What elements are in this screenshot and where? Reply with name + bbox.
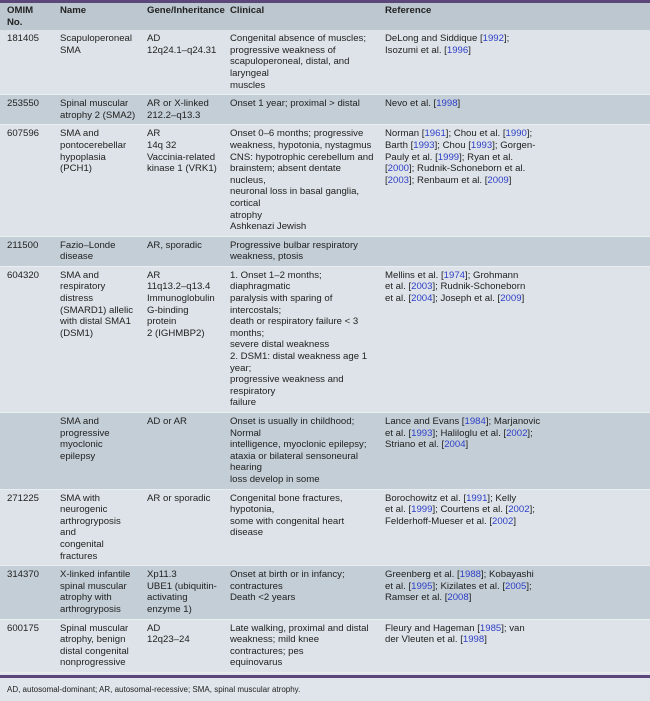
gene-cell — [140, 95, 223, 125]
gene-line: AR or sporadic — [147, 492, 211, 504]
footnote: AD, autosomal-dominant; AR, autosomal-recessive; SMA, spinal muscular atrophy. — [0, 678, 650, 701]
omim-number: 181405 — [7, 33, 40, 45]
reference-text: ] — [508, 174, 512, 186]
name-line: SMA and — [60, 269, 99, 281]
reference-line — [385, 634, 646, 646]
gene-cell — [140, 266, 223, 412]
reference-text: Lance and Evans [ — [385, 416, 465, 427]
name-cell — [53, 413, 140, 490]
clinical-line: neuronal loss in basal ganglia, cortical — [230, 186, 360, 209]
gene-line: 11q13.2–q13.4 — [147, 281, 211, 293]
gene-line: 2 (IGHMBP2) — [147, 327, 205, 339]
name-cell — [53, 30, 140, 94]
clinical-line: atrophy — [230, 209, 262, 221]
clinical-line: Onset at birth or in infancy; — [230, 569, 345, 581]
gene-line: 14q 32 — [147, 139, 177, 151]
gene-line: 212.2–q13.3 — [147, 109, 201, 121]
name-line: X-linked infantile — [60, 569, 131, 581]
citation-year-link[interactable]: 2002 — [492, 515, 514, 527]
reference-text: ] — [521, 293, 525, 305]
reference-line — [385, 516, 646, 528]
name-line: atrophy 2 (SMA2) — [60, 109, 136, 121]
reference-line — [385, 140, 646, 152]
reference-text: Mellins et al. [ — [385, 269, 444, 281]
citation-year-link[interactable]: 1999 — [437, 151, 460, 163]
table-row — [0, 266, 650, 412]
reference-line — [385, 45, 646, 57]
clinical-line: equinovarus — [230, 657, 283, 669]
omim-cell — [0, 489, 53, 566]
name-line: hypoplasia (PCH1) — [60, 151, 106, 175]
gene-line: kinase 1 (VRK1) — [147, 163, 217, 175]
gene-cell — [140, 619, 223, 672]
reference-text: [ — [385, 174, 388, 186]
header-row — [0, 3, 650, 30]
reference-cell — [378, 266, 650, 412]
reference-line — [385, 504, 646, 516]
clinical-cell — [223, 236, 378, 266]
name-line: atrophy with — [60, 592, 112, 604]
name-line: respiratory distress — [60, 281, 106, 305]
reference-line — [385, 175, 646, 187]
reference-cell — [378, 489, 650, 566]
name-line: spinal muscular — [60, 580, 127, 592]
header-gene: Gene/Inheritance — [140, 3, 223, 30]
omim-cell — [0, 30, 53, 94]
gene-cell — [140, 30, 223, 94]
reference-text: ]; Rudnik-Schoneborn et al. — [409, 163, 526, 175]
omim-number: 271225 — [7, 492, 40, 504]
clinical-cell — [223, 619, 378, 672]
clinical-line: weakness; mild knee contractures; pes — [230, 634, 320, 657]
clinical-cell — [223, 566, 378, 619]
name-line: distal congenital — [60, 645, 129, 657]
omim-cell — [0, 566, 53, 619]
omim-number: 314370 — [7, 569, 40, 581]
reference-text: [ — [385, 163, 388, 175]
gene-line: enzyme 1) — [147, 603, 192, 615]
reference-text: DeLong and Siddique [ — [385, 33, 483, 45]
reference-text: Felderhoff-Mueser et al. [ — [385, 515, 493, 527]
clinical-line: contractures — [230, 580, 283, 592]
reference-text: et al. [ — [385, 580, 412, 592]
gene-line: G-binding protein — [147, 304, 189, 328]
reference-text: ] — [468, 44, 471, 56]
clinical-line: 1. Onset 1–2 months; diaphragmatic — [230, 269, 322, 293]
gene-line: AR or X-linked — [147, 98, 209, 110]
clinical-cell — [223, 125, 378, 236]
omim-cell — [0, 125, 53, 236]
clinical-line: Progressive bulbar respiratory — [230, 239, 358, 251]
clinical-line: Onset 1 year; proximal > distal — [230, 98, 360, 110]
reference-text: Isozumi et al. [ — [385, 44, 447, 56]
citation-year-link[interactable]: 2003 — [411, 281, 433, 293]
reference-cell — [378, 566, 650, 619]
reference-text: Ramser et al. [ — [385, 592, 448, 604]
reference-text: ]; Ryan et al. — [459, 151, 513, 163]
gene-line: AR — [147, 269, 161, 281]
citation-year-link[interactable]: 1993 — [411, 427, 433, 439]
citation-year-link[interactable]: 2009 — [487, 174, 509, 186]
reference-text: Fleury and Hageman [ — [385, 622, 480, 634]
omim-cell — [0, 619, 53, 672]
omim-cell — [0, 95, 53, 125]
reference-line — [385, 98, 646, 110]
clinical-line: Congenital bone fractures, hypotonia, — [230, 492, 343, 516]
citation-year-link[interactable]: 1999 — [411, 504, 433, 516]
table-row — [0, 125, 650, 236]
reference-text: ] — [484, 634, 487, 646]
gene-cell — [140, 236, 223, 266]
clinical-line: progressive weakness of — [230, 44, 336, 56]
gene-line: AD — [147, 33, 161, 45]
name-line: neurogenic — [60, 504, 108, 516]
reference-text: ]; Gorgen- — [492, 139, 536, 151]
citation-year-link[interactable]: 2008 — [447, 592, 469, 604]
reference-text: ]; Haliloglu et al. [ — [432, 427, 507, 439]
reference-text: et al. [ — [385, 281, 412, 293]
citation-year-link[interactable]: 1988 — [459, 569, 482, 581]
name-line: Spinal muscular — [60, 622, 129, 634]
gene-line: 12q23–24 — [147, 634, 190, 646]
citation-year-link[interactable]: 1985 — [479, 622, 502, 634]
clinical-line: Onset is usually in childhood; Normal — [230, 416, 355, 439]
citation-year-link[interactable]: 1991 — [466, 492, 488, 504]
name-line: nonprogressive — [60, 657, 126, 669]
name-line: Fazio–Londe — [60, 239, 116, 251]
omim-cell — [0, 413, 53, 490]
name-cell — [53, 236, 140, 266]
table-row — [0, 30, 650, 94]
citation-year-link[interactable]: 2004 — [411, 293, 433, 305]
reference-line — [385, 581, 646, 593]
omim-cell — [0, 236, 53, 266]
reference-line — [385, 128, 646, 140]
name-line: congenital fractures — [60, 538, 104, 562]
clinical-line: progressive weakness and respiratory — [230, 374, 344, 397]
name-line: SMA — [60, 44, 81, 56]
reference-text: Greenberg et al. [ — [385, 569, 460, 581]
reference-text: ]; — [503, 33, 510, 45]
reference-text: Pauly et al. [ — [385, 151, 438, 163]
clinical-cell — [223, 95, 378, 125]
reference-line — [385, 163, 646, 175]
name-cell — [53, 619, 140, 672]
clinical-line: 2. DSM1: distal weakness age 1 year; — [230, 351, 368, 374]
citation-year-link[interactable]: 1974 — [443, 269, 465, 281]
citation-year-link[interactable]: 1998 — [436, 98, 458, 110]
clinical-line: intelligence, myoclonic epilepsy; — [230, 439, 367, 451]
reference-text: Nevo et al. [ — [385, 98, 437, 110]
citation-year-link[interactable]: 2004 — [444, 439, 466, 451]
name-line: arthrogryposis — [60, 603, 121, 615]
reference-line — [385, 270, 646, 282]
reference-line — [385, 416, 646, 428]
clinical-line: weakness, ptosis — [230, 251, 304, 263]
header-omim: OMIM No. — [0, 3, 53, 30]
reference-text: ]; Chou et al. [ — [445, 128, 506, 140]
gene-line: 12q24.1–q24.31 — [147, 44, 217, 56]
reference-line — [385, 281, 646, 293]
clinical-line: muscles — [230, 79, 266, 91]
name-line: (DSM1) — [60, 327, 94, 339]
citation-year-link[interactable]: 2003 — [387, 174, 410, 186]
reference-text: ]; — [526, 128, 533, 140]
citation-year-link[interactable]: 1993 — [470, 139, 493, 151]
clinical-line: brainstem; absent dentate nucleus, — [230, 163, 341, 186]
citation-year-link[interactable]: 2000 — [387, 163, 410, 175]
clinical-line: Onset 0–6 months; progressive — [230, 128, 364, 140]
name-line: SMA and — [60, 416, 99, 427]
clinical-line: Late walking, proximal and distal — [230, 622, 369, 634]
name-cell — [53, 489, 140, 566]
clinical-line: ataxia or bilateral sensoneural hearing — [230, 450, 358, 474]
omim-number: 604320 — [7, 269, 40, 281]
reference-text: ]; — [526, 580, 532, 592]
reference-text: et al. [ — [385, 427, 412, 439]
name-line: atrophy, benign — [60, 634, 126, 646]
table-row — [0, 489, 650, 566]
clinical-line: Ashkenazi Jewish — [230, 221, 307, 233]
clinical-line: failure — [230, 397, 257, 409]
citation-year-link[interactable]: 1992 — [482, 33, 504, 45]
reference-text: Borochowitz et al. [ — [385, 492, 467, 504]
reference-text: ]; Rudnik-Schoneborn — [432, 281, 526, 293]
reference-text: ]; — [527, 427, 533, 439]
name-line: arthrogryposis and — [60, 515, 121, 539]
reference-cell — [378, 30, 650, 94]
gene-cell — [140, 125, 223, 236]
name-line: myoclonic epilepsy — [60, 439, 103, 462]
reference-line — [385, 439, 646, 451]
clinical-line: death or respiratory failure < 3 months; — [230, 316, 359, 339]
gene-line: AR — [147, 128, 161, 140]
reference-line — [385, 428, 646, 440]
clinical-line: loss develop in some — [230, 473, 320, 485]
citation-year-link[interactable]: 1961 — [424, 128, 446, 140]
citation-year-link[interactable]: 1995 — [411, 580, 433, 592]
name-line: Spinal muscular — [60, 98, 129, 110]
clinical-line: paralysis with sparing of intercostals; — [230, 293, 333, 316]
reference-text: ]; Chou [ — [434, 139, 471, 151]
gene-line: activating — [147, 592, 188, 604]
name-line: SMA with — [60, 492, 100, 504]
reference-cell — [378, 413, 650, 490]
name-cell — [53, 95, 140, 125]
citation-year-link[interactable]: 2009 — [500, 293, 522, 305]
gene-line: Immunoglobulin — [147, 293, 215, 305]
omim-table — [0, 3, 650, 673]
clinical-line: Congenital absence of muscles; — [230, 33, 366, 45]
reference-text: ]; — [529, 504, 535, 516]
citation-year-link[interactable]: 1993 — [413, 139, 435, 151]
table-row — [0, 619, 650, 672]
reference-text: ]; Kobayashi — [481, 569, 534, 581]
gene-line: Vaccinia-related — [147, 151, 216, 163]
omim-number: 211500 — [7, 239, 39, 251]
gene-line: AD — [147, 622, 161, 634]
name-cell — [53, 125, 140, 236]
citation-year-link[interactable]: 2005 — [505, 580, 527, 592]
table-row — [0, 413, 650, 490]
reference-line — [385, 152, 646, 164]
omim-number: 607596 — [7, 128, 40, 140]
omim-number: 253550 — [7, 98, 40, 110]
reference-text: Barth [ — [385, 139, 414, 151]
table-row — [0, 95, 650, 125]
name-line: Scapuloperoneal — [60, 33, 133, 45]
reference-line — [385, 493, 646, 505]
reference-cell — [378, 619, 650, 672]
citation-year-link[interactable]: 1996 — [446, 44, 469, 56]
reference-text: ] — [513, 515, 517, 527]
header-reference: Reference — [378, 3, 650, 30]
reference-text: Striano et al. [ — [385, 439, 445, 451]
reference-cell — [378, 95, 650, 125]
name-line: progressive — [60, 427, 110, 439]
header-name: Name — [53, 3, 140, 30]
name-line: (SMARD1) allelic — [60, 304, 134, 316]
name-line: pontocerebellar — [60, 139, 127, 151]
reference-text: ]; Courtens et al. [ — [432, 504, 509, 516]
reference-line — [385, 592, 646, 604]
omim-cell — [0, 266, 53, 412]
clinical-line: CNS: hypotrophic cerebellum and — [230, 151, 374, 163]
gene-cell — [140, 489, 223, 566]
reference-cell — [378, 236, 650, 266]
gene-line: Xp11.3 — [147, 569, 177, 581]
citation-year-link[interactable]: 2002 — [506, 427, 528, 439]
reference-cell — [378, 125, 650, 236]
clinical-line: some with congenital heart disease — [230, 515, 345, 539]
reference-text: ]; Kizilates et al. [ — [432, 580, 505, 592]
citation-year-link[interactable]: 1998 — [462, 634, 485, 646]
citation-year-link[interactable]: 1990 — [505, 128, 527, 140]
reference-text: ] — [468, 592, 472, 604]
clinical-cell — [223, 30, 378, 94]
reference-text: ]; Marjanovic — [485, 416, 541, 427]
reference-text: ]; van — [501, 622, 525, 634]
name-line: SMA and — [60, 128, 99, 140]
header-clinical: Clinical — [223, 3, 378, 30]
reference-text: ]; Grohmann — [465, 269, 519, 281]
citation-year-link[interactable]: 2002 — [508, 504, 530, 516]
omim-number: 600175 — [7, 622, 40, 634]
clinical-cell — [223, 413, 378, 490]
clinical-cell — [223, 489, 378, 566]
citation-year-link[interactable]: 1984 — [464, 416, 486, 427]
reference-text: ] — [465, 439, 469, 451]
reference-line — [385, 33, 646, 45]
gene-cell — [140, 413, 223, 490]
reference-line — [385, 569, 646, 581]
clinical-cell — [223, 266, 378, 412]
clinical-line: severe distal weakness — [230, 339, 330, 351]
reference-text: ]; Kelly — [487, 492, 517, 504]
reference-text: der Vleuten et al. [ — [385, 634, 463, 646]
reference-text: et al. [ — [385, 293, 412, 305]
clinical-line: Death <2 years — [230, 592, 296, 604]
reference-text: Norman [ — [385, 128, 425, 140]
reference-line — [385, 623, 646, 635]
reference-text: et al. [ — [385, 504, 412, 516]
table-row — [0, 566, 650, 619]
gene-line: AD or AR — [147, 416, 187, 427]
gene-cell — [140, 566, 223, 619]
reference-text: ]; Joseph et al. [ — [432, 293, 501, 305]
reference-text: ]; Renbaum et al. [ — [409, 174, 488, 186]
reference-text: ] — [457, 98, 461, 110]
table-row — [0, 236, 650, 266]
gene-line: UBE1 (ubiquitin- — [147, 580, 217, 592]
name-cell — [53, 266, 140, 412]
name-line: with distal SMA1 — [60, 316, 131, 328]
clinical-line: scapuloperoneal, distal, and laryngeal — [230, 56, 350, 79]
name-cell — [53, 566, 140, 619]
reference-line — [385, 293, 646, 305]
name-line: disease — [60, 251, 94, 263]
clinical-line: weakness, hypotonia, nystagmus — [230, 139, 372, 151]
gene-line: AR, sporadic — [147, 239, 202, 251]
